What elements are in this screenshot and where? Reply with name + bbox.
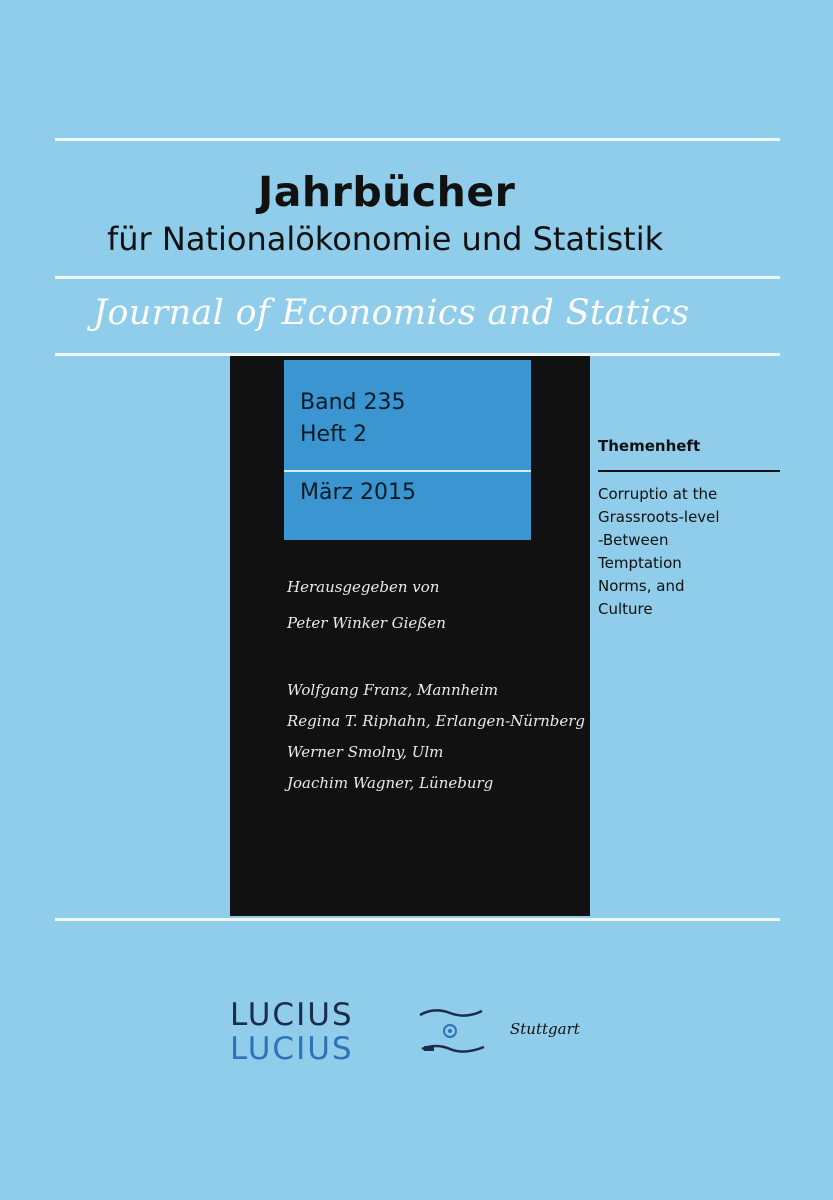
- top-rule: [55, 138, 780, 141]
- volume-label: Band 235: [300, 390, 406, 415]
- journal-title-english: Journal of Economics and Statics: [93, 293, 690, 333]
- theme-label: Themenheft: [598, 437, 701, 455]
- editor-item: Werner Smolny, Ulm: [287, 743, 444, 761]
- publisher-name-line2: LUCIUS: [230, 1031, 354, 1067]
- issue-divider: [284, 470, 531, 472]
- theme-title-line: Corruptio at the: [598, 485, 718, 503]
- theme-title-line: Temptation: [598, 554, 682, 572]
- journal-subtitle-german: für Nationalökonomie und Statistik: [107, 220, 664, 258]
- editor-item: Wolfgang Franz, Mannheim: [287, 681, 499, 699]
- publisher-city: Stuttgart: [510, 1020, 580, 1038]
- theme-title-line: -Between: [598, 531, 669, 549]
- issue-info-box: [284, 360, 531, 540]
- journal-title-german: Jahrbücher: [258, 168, 516, 216]
- theme-title-line: Grassroots-level: [598, 508, 720, 526]
- publisher-name-line1: LUCIUS: [230, 997, 354, 1033]
- title-rule: [55, 276, 780, 279]
- theme-title-line: Norms, and: [598, 577, 685, 595]
- editor-item: Joachim Wagner, Lüneburg: [287, 774, 494, 792]
- editors-heading: Herausgegeben von: [287, 578, 440, 596]
- issue-label: Heft 2: [300, 422, 368, 447]
- publisher-emblem-icon: [416, 1005, 488, 1061]
- issue-date: März 2015: [300, 480, 417, 505]
- editor-lead: Peter Winker Gießen: [287, 614, 446, 632]
- bottom-rule: [55, 918, 780, 921]
- publisher-logo: [230, 998, 354, 1066]
- editor-item: Regina T. Riphahn, Erlangen-Nürnberg: [287, 712, 586, 730]
- theme-title-line: Culture: [598, 600, 653, 618]
- theme-rule: [598, 470, 780, 472]
